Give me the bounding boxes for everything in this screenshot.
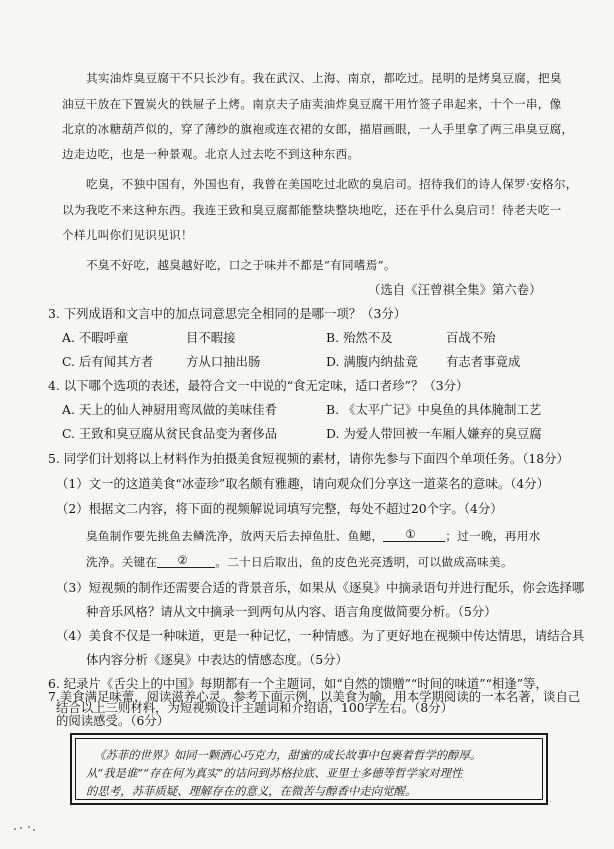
passage-source: （选自《汪曾祺全集》第六卷）	[368, 282, 542, 297]
example-box	[70, 733, 548, 805]
question-6-stem-cont: 结合以上三则材料，为短视频设计主题词和介绍语，100字左右。（8分）	[56, 700, 454, 715]
footer-mark	[28, 826, 30, 828]
footer-mark	[14, 828, 16, 830]
fill-in-line-2	[86, 554, 513, 571]
option-d-match: 有志者事竟成	[446, 354, 521, 369]
option-a: A. 不暇呼童	[62, 330, 129, 345]
option-a: A. 天上的仙人神厨用鸾凤做的美味佳肴	[62, 402, 278, 417]
question-5-sub4-cont: 体内容分析《逐臭》中表达的情感态度。（5分）	[86, 652, 348, 667]
question-4-stem: 4. 以下哪个选项的表述，最符合文一中说的“食无定味，适口者珍”？（3分）	[48, 378, 469, 393]
question-7-prompt-line-2: 的阅读感受。（6分）	[56, 713, 170, 728]
blank-number: ①	[405, 527, 417, 541]
fill-in-line-1	[86, 528, 541, 545]
option-d: D. 满腹内纳盐竟	[326, 354, 418, 369]
question-5-stem: 5. 同学们计划将以上材料作为拍摄美食短视频的素材，请你先参与下面四个单项任务。（18分）	[48, 451, 569, 466]
option-b-match: 百战不殆	[446, 330, 496, 345]
answer-blank-1[interactable]	[383, 528, 445, 542]
passage-line: 不臭不好吃，越臭越好吃，口之于味并不都是“有同嗜焉”。	[86, 258, 396, 272]
question-7-prompt-line-1: 7.美食满足味蕾，阅读滋养心灵。参考下面示例，以美食为喻，用本学期阅读的一本名著，谈自己	[48, 689, 581, 704]
passage-line: 以为我吃不来这种东西。我连王致和臭豆腐都能整块整块地吃，还在乎什么臭启司！待老夫吃一	[62, 203, 562, 217]
question-6-stem: 6. 纪录片《舌尖上的中国》每期都有一个主题词，如“自然的馈赠”“时间的味道”“相逢”等，	[48, 676, 548, 691]
answer-blank-2[interactable]	[157, 554, 215, 568]
example-line-2: 从“我是谁”“存在何为真实”的诘问到苏格拉底、亚里士多德等哲学家对理性	[86, 766, 463, 780]
footer-mark	[20, 827, 22, 829]
option-c: C. 王致和臭豆腐从贫民食品变为奢侈品	[62, 426, 278, 441]
question-5-sub3-cont: 种音乐风格？请从文中摘录一到两句从内容、语言角度做简要分析。（5分）	[86, 604, 497, 619]
passage-line: 边走边吃，也是一种景观。北京人过去吃不到这种东西。	[62, 147, 360, 161]
option-c: C. 后有闻其方者	[62, 354, 154, 369]
blank-number: ②	[177, 553, 189, 567]
passage-line: 其实油炸臭豆腐干不只长沙有。我在武汉、上海、南京，都吃过。昆明的是烤臭豆腐，把臭	[86, 71, 562, 85]
option-b: B. 《太平广记》中臭鱼的具体腌制工艺	[326, 402, 542, 417]
example-box-inner-border	[75, 738, 543, 800]
question-5-sub1: （1）文一的这道美食“冰壶珍”取名颇有雅趣，请向观众们分享这一道菜名的意味。（4分）	[56, 476, 550, 491]
passage-line: 油豆干放在下置炭火的铁屉子上烤。南京夫子庙卖油炸臭豆腐干用竹签子串起来，十个一串，像	[62, 97, 562, 111]
option-a-match: 目不暇接	[186, 330, 236, 345]
question-5-sub2: （2）根据文二内容，将下面的视频解说词填写完整，每处不超过20个字。（4分）	[56, 501, 503, 516]
question-3-stem: 3. 下列成语和文言中的加点词意思完全相同的是哪一项？（3分）	[48, 306, 407, 321]
fill-text: ；过一晚，再用水	[445, 529, 541, 543]
fill-text: 臭鱼制作要先挑鱼去鳞洗净，放两天后去掉鱼肚、鱼鳃，	[86, 529, 384, 543]
example-line-1: 《苏菲的世界》如同一颗酒心巧克力，甜蜜的成长故事中包裹着哲学的醇厚。	[94, 748, 482, 762]
passage-line: 个样儿叫你们见识见识！	[62, 228, 193, 242]
option-b: B. 殆然不及	[326, 330, 393, 345]
footer-mark	[33, 829, 35, 831]
option-c-match: 方从口抽出肠	[186, 354, 261, 369]
question-5-sub4: （4）美食不仅是一种味道，更是一种记忆，一种情感。为了更好地在视频中传达情思，请结合具	[56, 628, 585, 643]
example-line-3: 的思考，苏菲质疑、理解存在的意义，在微苦与醇香中走向觉醒。	[86, 784, 417, 798]
option-d: D. 为爱人带回被一车厢人嫌弃的臭豆腐	[326, 426, 542, 441]
question-5-sub3: （3）短视频的制作还需要合适的背景音乐，如果从《逐臭》中摘录语句并进行配乐，你会选择哪	[56, 580, 585, 595]
fill-text: 洗净。关键在	[86, 555, 158, 569]
fill-text: 。二十日后取出，鱼的皮色光亮透明，可以做成高味美。	[215, 555, 513, 569]
passage-line: 吃臭，不独中国有，外国也有，我曾在美国吃过北欧的臭启司。招待我们的诗人保罗·安格尔，	[86, 177, 578, 191]
passage-line: 北京的冰糖葫芦似的，穿了薄纱的旗袍或连衣裙的女郎，描眉画眼，一人手里拿了两三串臭豆腐，	[62, 122, 574, 136]
